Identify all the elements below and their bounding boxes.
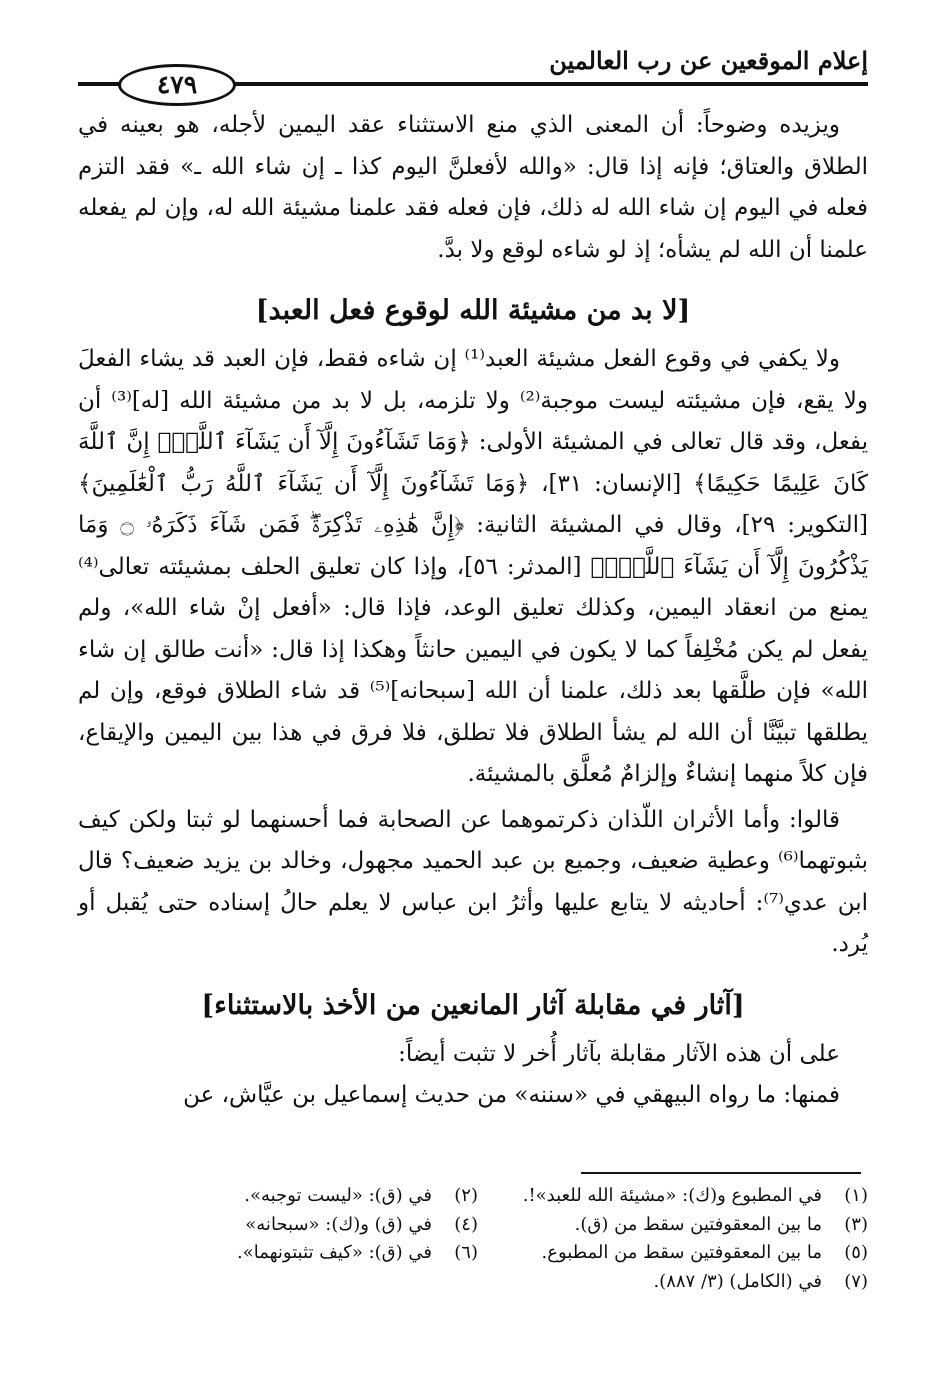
footnote-number: (٣): [844, 1213, 868, 1235]
paragraph-1: ويزيده وضوحاً: أن المعنى الذي منع الاستثناء عقد اليمين لأجله، هو بعينه في الطلاق والعتاق؛ فإنه إذا قال: «والله لأفعلنَّ اليوم كذا ـ إن شاء الله ـ» فقد التزم فعله في اليوم إن شاء الله له ذلك، فإن فعله فقد علمنا مشيئة الله له، وإن لم يفعله علمنا أن الله لم يشأه؛ إذ لو شاءه لوقع ولا بدَّ.: [78, 112, 868, 263]
footnote-number: (٤): [454, 1213, 478, 1235]
main-text: [78, 105, 868, 1117]
footnotes: [78, 1182, 868, 1296]
running-title: إعلام الموقعين عن رب العالمين: [549, 46, 868, 75]
footnote-number: (١): [844, 1185, 868, 1206]
footnote-row: [78, 1182, 868, 1211]
paragraph-5: فمنها: ما رواه البيهقي في «سننه» من حديث إسماعيل بن عيَّاش، عن: [183, 1082, 840, 1108]
footnote-number: (٧): [844, 1270, 868, 1292]
paragraph-4: على أن هذه الآثار مقابلة بآثار أُخر لا تثبت أيضاً:: [398, 1040, 840, 1067]
footnote-text: في (ق): «ليست توجبه».: [244, 1185, 432, 1206]
section-heading-2: [آثار في مقابلة آثار المانعين من الأخذ بالاستثناء]: [201, 989, 745, 1021]
footnote-5: [478, 1239, 868, 1268]
footnote-text: ما بين المعقوفتين سقط من المطبوع.: [541, 1242, 822, 1263]
section-heading-1: [لا بد من مشيئة الله لوقوع فعل العبد]: [255, 295, 691, 326]
footnote-text: ما بين المعقوفتين سقط من (ق).: [574, 1213, 822, 1235]
footnote-row: [78, 1268, 868, 1297]
footnote-row: [78, 1211, 868, 1240]
footnote-text: في (ق) و(ك): «سبحانه»: [245, 1213, 432, 1235]
page-number-badge: ٤٧٩: [118, 64, 236, 106]
footnote-text: في المطبوع و(ك): «مشيئة الله للعبد»!.: [522, 1185, 822, 1206]
footnote-number: (٦): [454, 1242, 478, 1263]
footnote-text: في (ق): «كيف تثبتونهما».: [236, 1242, 432, 1263]
footnote-separator: [581, 1172, 861, 1174]
footnote-number: (٥): [844, 1242, 868, 1263]
footnote-4: [88, 1211, 478, 1240]
footnote-7: [478, 1268, 868, 1297]
footnote-row: [78, 1239, 868, 1268]
footnote-2: [88, 1182, 478, 1211]
paragraph-2: ولا يكفي في وقوع الفعل مشيئة العبد⁽¹⁾ إن شاءه فقط، فإن العبد قد يشاء الفعلَ ولا يقع، فإن مشيئته ليست موجبة⁽²⁾ ولا تلزمه، بل لا بد من مشيئة الله [له]⁽³⁾ أن يفعل، وقد قال تعالى في المشيئة الأولى: ﴿وَمَا تَشَآءُونَ إِلَّآ أَن يَشَآءَ ٱللَّهُۚ إِنَّ ٱللَّهَ كَانَ عَلِيمًا حَكِيمًا﴾ [الإنسان: ٣١]، ﴿وَمَا تَشَآءُونَ إِلَّآ أَن يَشَآءَ ٱللَّهُ رَبُّ ٱلْعَٰلَمِينَ﴾ [التكوير: ٢٩]، وقال في المشيئة الثانية: ﴿إِنَّ هَٰذِهِۦ تَذْكِرَةٌۖ فَمَن شَآءَ ذَكَرَهُۥ ۝ وَمَا يَذْكُرُونَ إِلَّآ أَن يَشَآءَ ٱللَّهُۚ﴾ [المدثر: ٥٦]، وإذا كان تعليق الحلف بمشيئته تعالى⁽⁴⁾ يمنع من انعقاد اليمين، وكذلك تعليق الوعد، فإذا قال: «أفعل إنْ شاء الله»، ولم يفعل لم يكن مُخْلِفاً كما لا يكون في اليمين حانثاً وهكذا إذا قال: «أنت طالق إن شاء الله» فإن طلَّقها بعد ذلك، علمنا أن الله [سبحانه]⁽⁵⁾ قد شاء الطلاق فوقع، وإن لم يطلقها تبيَّنَّا أن الله لم يشأ الطلاق فلا تطلق، فلا فرق في هذا بين اليمين والإيقاع، فإن كلاً منهما إنشاءٌ وإلزامٌ مُعلَّق بالمشيئة.: [78, 346, 868, 787]
page-header: [78, 38, 868, 98]
paragraph-3: قالوا: وأما الأثران اللّذان ذكرتموهما عن الصحابة فما أحسنهما لو ثبتا ولكن كيف بثبوتهما⁽⁶⁾ وعطية ضعيف، وجميع بن عبد الحميد مجهول، وخالد بن يزيد ضعيف؟ قال ابن عدي⁽⁷⁾: أحاديثه لا يتابع عليها وأثرُ ابن عباس لا يعلم حالُ إسناده حتى يُقبل أو يُرد.: [78, 806, 869, 957]
footnote-3: [478, 1211, 868, 1240]
footnote-number: (٢): [454, 1185, 478, 1206]
footnote-1: [478, 1182, 868, 1211]
footnote-text: في (الكامل) (٣/ ٨٨٧).: [653, 1270, 822, 1292]
footnote-6: [88, 1239, 478, 1268]
